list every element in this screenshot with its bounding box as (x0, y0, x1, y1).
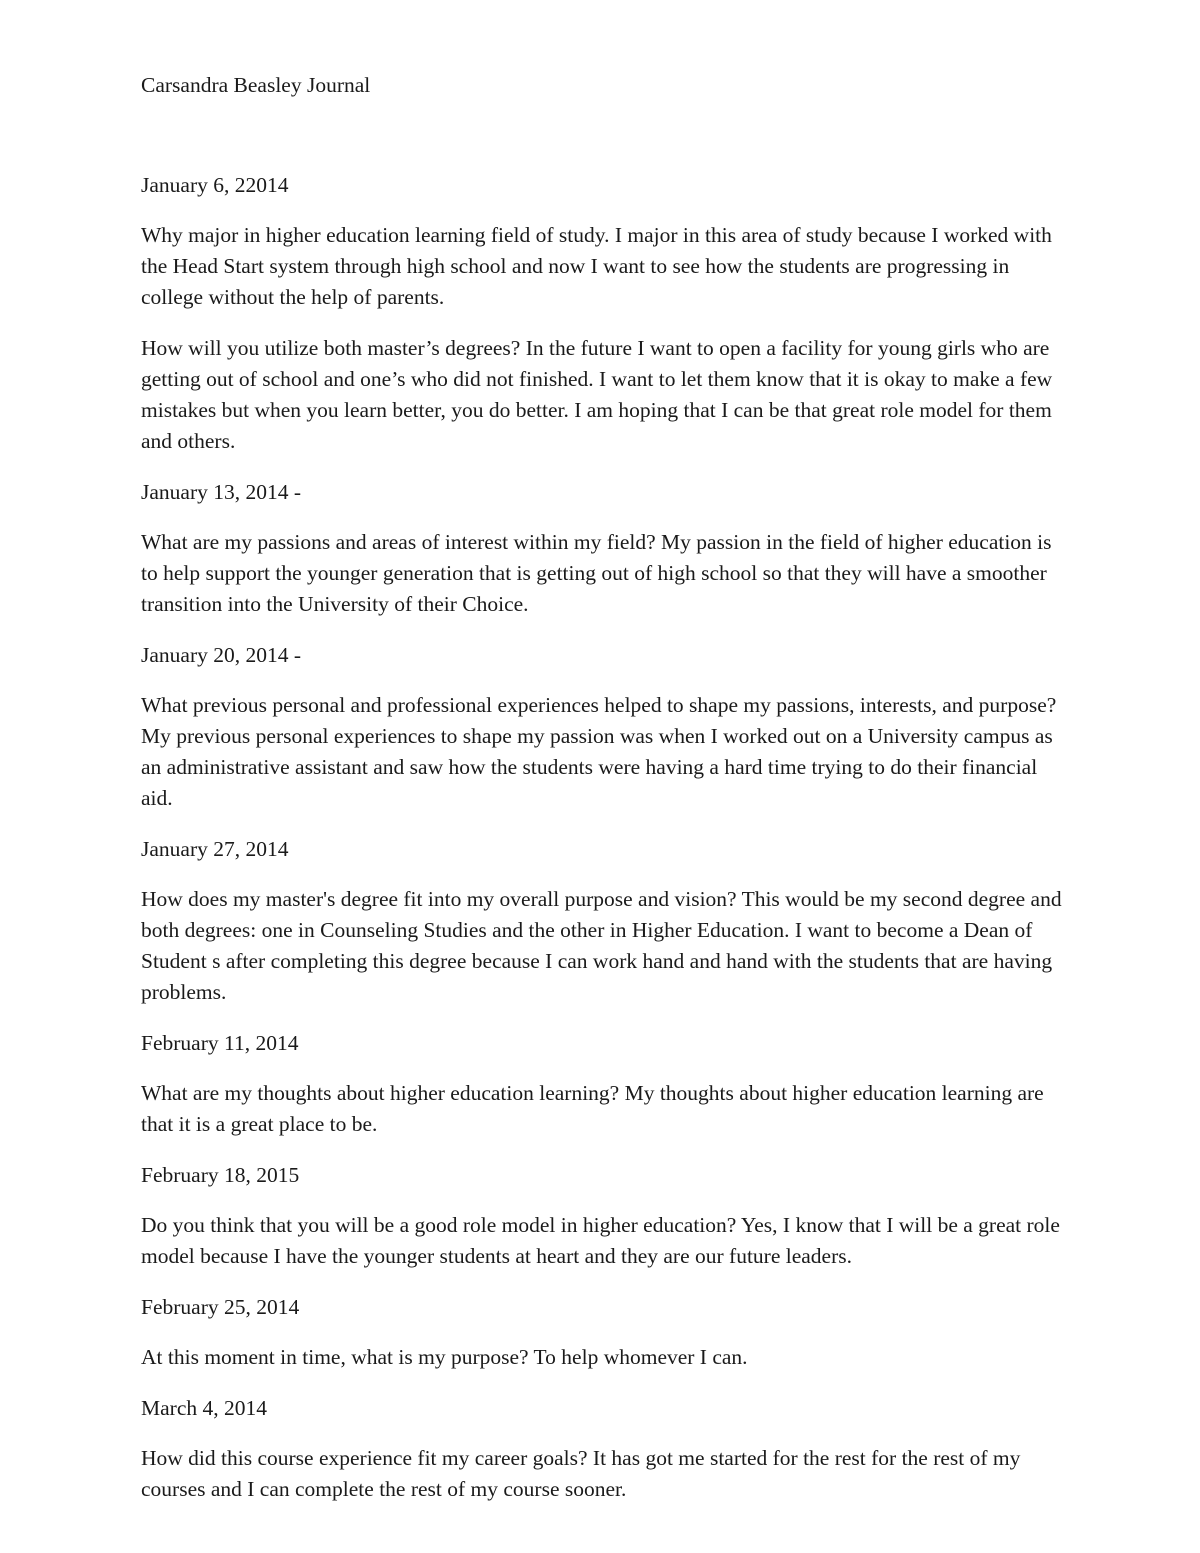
entry-date: March 4, 2014 (141, 1396, 267, 1420)
entry-date: January 27, 2014 (141, 837, 289, 861)
entry-paragraph: How does my master's degree fit into my overall purpose and vision? This would be my second degree and both degrees: one in Counseling Studies and the other in Higher Education. I want to become a Dean of Student s after completing this degree because I can work hand and hand with the students that are having problems. (141, 887, 1062, 1004)
journal-entry (141, 1393, 1066, 1505)
entry-date: February 11, 2014 (141, 1031, 299, 1055)
entry-date: January 6, 22014 (141, 173, 289, 197)
entry-date: January 20, 2014 - (141, 643, 302, 667)
entry-paragraph: Why major in higher education learning field of study. I major in this area of study because I worked with the Head Start system through high school and now I want to see how the students are progressing in college without the help of parents. (141, 223, 1052, 309)
document-content (141, 70, 1066, 1525)
entry-paragraph: What are my thoughts about higher education learning? My thoughts about higher education learning are that it is a great place to be. (141, 1081, 1044, 1136)
document-title: Carsandra Beasley Journal (141, 73, 371, 97)
journal-entry (141, 1292, 1066, 1373)
journal-entry (141, 640, 1066, 814)
entry-date: February 25, 2014 (141, 1295, 300, 1319)
entry-paragraph: What previous personal and professional experiences helped to shape my passions, interests, and purpose? My previous personal experiences to shape my passion was when I worked out on a University campus as an administrative assistant and saw how the students were having a hard time trying to do their financial aid. (141, 693, 1057, 810)
journal-entry (141, 1028, 1066, 1140)
journal-entry (141, 170, 1066, 457)
entry-paragraph: Do you think that you will be a good role model in higher education? Yes, I know that I will be a great role model because I have the younger students at heart and they are our future leaders. (141, 1213, 1060, 1268)
entry-date: February 18, 2015 (141, 1163, 300, 1187)
entry-date: January 13, 2014 - (141, 480, 302, 504)
entry-paragraph: How did this course experience fit my career goals? It has got me started for the rest for the rest of my courses and I can complete the rest of my course sooner. (141, 1446, 1021, 1501)
journal-entry (141, 1160, 1066, 1272)
entry-paragraph: At this moment in time, what is my purpose? To help whomever I can. (141, 1345, 748, 1369)
journal-entries (141, 170, 1066, 1505)
journal-entry (141, 834, 1066, 1008)
journal-entry (141, 477, 1066, 620)
entry-paragraph: What are my passions and areas of interest within my field? My passion in the field of higher education is to help support the younger generation that is getting out of high school so that they will have a smoother transition into the University of their Choice. (141, 530, 1052, 616)
entry-paragraph: How will you utilize both master’s degrees? In the future I want to open a facility for young girls who are getting out of school and one’s who did not finished. I want to let them know that it is okay to make a few mistakes but when you learn better, you do better. I am hoping that I can be that great role model for them and others. (141, 336, 1053, 453)
